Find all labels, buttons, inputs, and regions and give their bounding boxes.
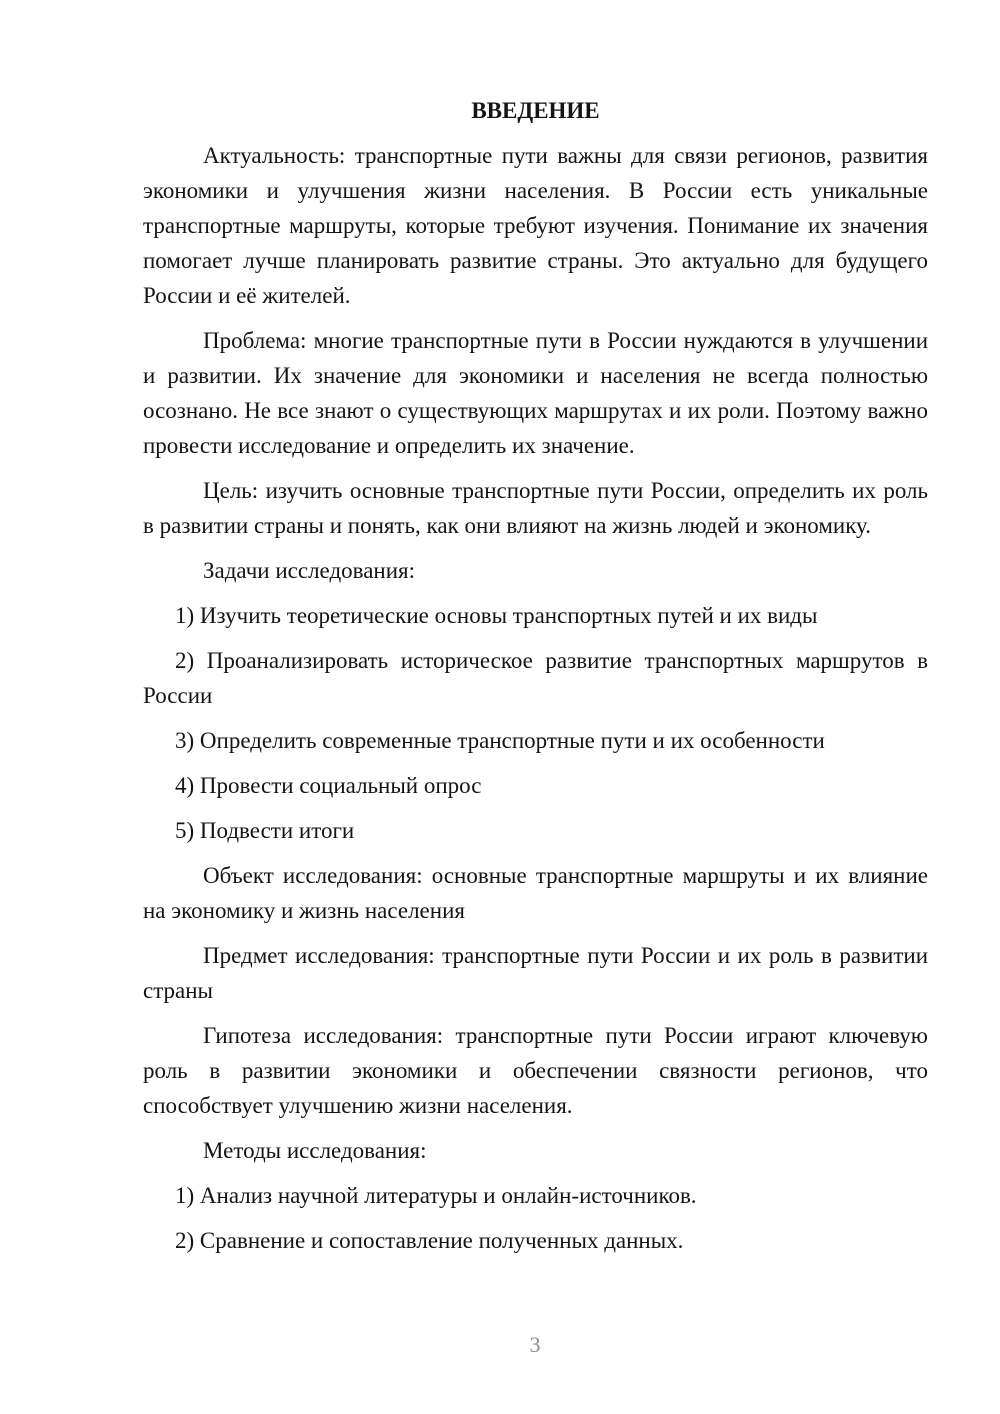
task-item-2: 2) Проанализировать историческое развитие транспортных маршрутов в России: [143, 648, 928, 708]
hypothesis-paragraph: Гипотеза исследования: транспортные пути России играют ключевую роль в развитии экономики и обеспечении связности регионов, что способствует улучшению жизни населения.: [143, 1023, 928, 1118]
tasks-title: Задачи исследования:: [203, 558, 416, 583]
task-item-4: 4) Провести социальный опрос: [175, 773, 482, 798]
problem-paragraph: Проблема: многие транспортные пути в России нуждаются в улучшении и развитии. Их значение для экономики и населения не всегда полностью осознано. Не все знают о существующих маршрутах и их роли. Поэтому важно провести исследование и определить их значение.: [143, 328, 928, 458]
page-title: ВВЕДЕНИЕ: [471, 98, 600, 123]
object-paragraph: Объект исследования: основные транспортные маршруты и их влияние на экономику и жизнь населения: [143, 863, 928, 923]
goal-paragraph: Цель: изучить основные транспортные пути России, определить их роль в развитии страны и понять, как они влияют на жизнь людей и экономику.: [143, 478, 928, 538]
methods-title: Методы исследования:: [203, 1138, 427, 1163]
relevance-paragraph: Актуальность: транспортные пути важны для связи регионов, развития экономики и улучшения жизни населения. В России есть уникальные транспортные маршруты, которые требуют изучения. Понимание их значения помогает лучше планировать развитие страны. Это актуально для будущего России и её жителей.: [143, 143, 928, 308]
task-item-3: 3) Определить современные транспортные пути и их особенности: [175, 728, 825, 753]
page-number: 3: [529, 1332, 541, 1357]
task-item-5: 5) Подвести итоги: [175, 818, 355, 843]
method-item-1: 1) Анализ научной литературы и онлайн-источников.: [175, 1183, 697, 1208]
page-content: [143, 93, 928, 1268]
task-item-1: 1) Изучить теоретические основы транспортных путей и их виды: [175, 603, 818, 628]
subject-paragraph: Предмет исследования: транспортные пути России и их роль в развитии страны: [143, 943, 928, 1003]
method-item-2: 2) Сравнение и сопоставление полученных данных.: [175, 1228, 684, 1253]
